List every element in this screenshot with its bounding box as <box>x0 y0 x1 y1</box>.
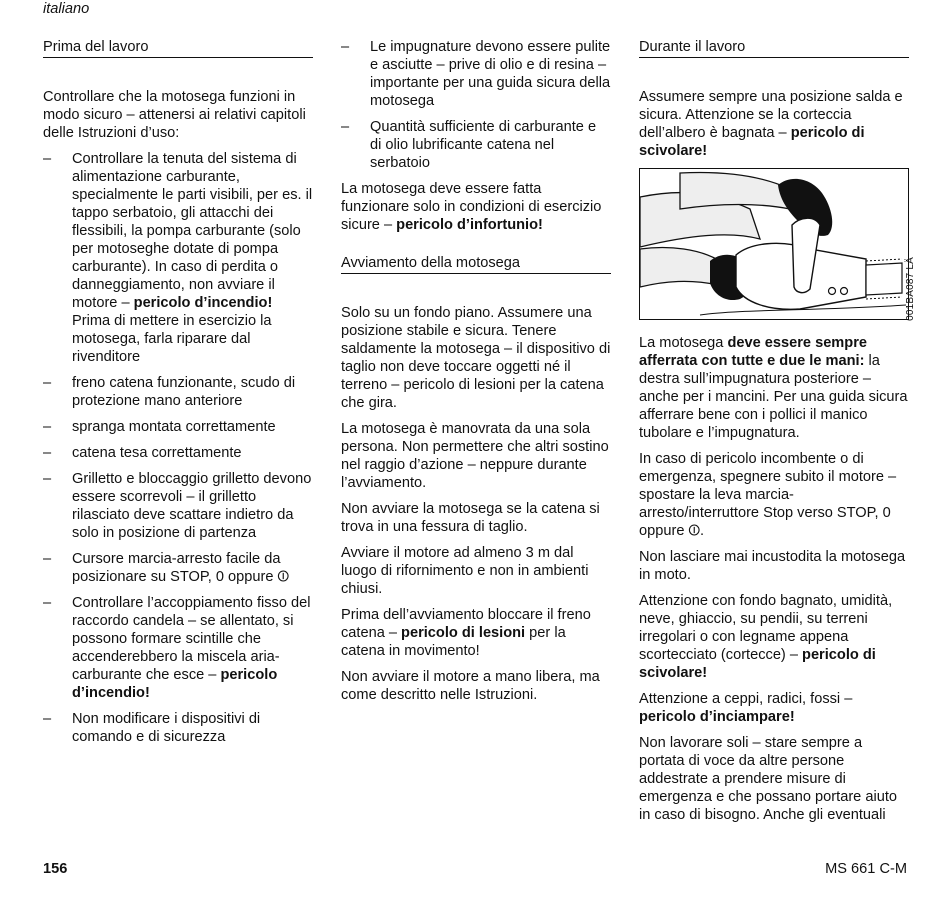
chainsaw-hands-drawing <box>640 169 908 319</box>
paragraph: Non lasciare mai incustodita la motosega in moto. <box>639 549 906 583</box>
paragraph-text: La motosega <box>639 335 728 351</box>
power-symbol-icon: ⏼ <box>688 523 701 539</box>
paragraph <box>639 450 909 540</box>
list-item <box>341 118 611 172</box>
paragraph <box>639 88 909 160</box>
list-item <box>43 710 313 746</box>
paragraph <box>639 592 909 682</box>
dash-bullet: – <box>43 711 52 727</box>
column-durante <box>639 38 916 832</box>
list-item-text: Controllare la tenuta del sistema di alimentazione carburante, specialmente le parti visibili, per es. il tappo serbatoio, gli attacchi dei flessibili, la pompa carburante (solo per motoseghe dotate di pompa carburante). In caso di perdita o danneggiamento, non avviare il motore – <box>72 151 313 311</box>
paragraph-text: la destra sull’impugnatura posteriore – anche per i mancini. Per una guida sicura afferrare bene con i pollici il manico tubolare e l’impugnatura. <box>639 353 908 441</box>
warning-text: pericolo d’incendio! <box>72 667 278 701</box>
column-prima-del-lavoro <box>43 38 313 754</box>
list-item-text: Le impugnature devono essere pulite e asciutte – prive di olio e di resina – importante per una guida sicura della motosega <box>370 39 611 109</box>
dash-bullet: – <box>43 595 52 611</box>
dash-bullet: – <box>43 151 52 167</box>
model-name: MS 661 C-M <box>825 861 907 877</box>
paragraph-text: . <box>700 523 705 539</box>
list-item <box>43 418 313 436</box>
list-item-text: Cursore marcia-arresto facile da posizionare su STOP, 0 oppure <box>72 551 281 585</box>
dash-bullet: – <box>43 445 52 461</box>
paragraph: Non avviare la motosega se la catena si trova in una fessura di taglio. <box>341 501 600 535</box>
section-heading-avviamento: Avviamento della motosega <box>341 254 611 274</box>
paragraph-text: Attenzione a ceppi, radici, fossi – <box>639 691 853 707</box>
list-item-text: freno catena funzionante, scudo di protezione mano anteriore <box>72 375 296 409</box>
list-item <box>43 550 313 586</box>
warning-text: pericolo d’inciampare! <box>639 709 795 725</box>
paragraph-text: In caso di pericolo incombente o di emergenza, spegnere subito il motore – spostare la leva marcia-arresto/interruttore Stop verso STOP, 0 oppure <box>639 451 897 539</box>
list-item-text: catena tesa correttamente <box>72 445 242 461</box>
dash-bullet: – <box>341 39 350 55</box>
paragraph: Non lavorare soli – stare sempre a portata di voce da altre persone addestrate a prendere misure di emergenza e che possano portare aiuto in caso di bisogno. Anche gli eventuali <box>639 735 897 823</box>
paragraph: Solo su un fondo piano. Assumere una posizione stabile e sicura. Tenere saldamente la motosega – il dispositivo di taglio non deve toccare oggetti né il terreno – pericolo di lesioni per la catena che gira. <box>341 305 611 411</box>
paragraph-text: Attenzione con fondo bagnato, umidità, neve, ghiaccio, su pendii, su terreni irregolari o con legname appena scortecciato (cortecce) – <box>639 593 893 663</box>
chainsaw-illustration <box>639 168 916 321</box>
warning-text: pericolo di scivolare! <box>639 647 876 681</box>
column-avviamento <box>341 38 611 712</box>
list-item <box>341 38 611 110</box>
section-heading-prima: Prima del lavoro <box>43 38 313 58</box>
paragraph-text: La motosega deve essere fatta funzionare solo in condizioni di esercizio sicure – <box>341 181 602 233</box>
power-symbol-icon: ⏼ <box>277 569 290 585</box>
list-item <box>43 444 313 462</box>
page-number: 156 <box>43 861 68 877</box>
paragraph: La motosega è manovrata da una sola persona. Non permettere che altri sostino nel raggio d’azione – neppure durante l’avviamento. <box>341 421 609 491</box>
paragraph <box>341 606 611 660</box>
section-heading-durante: Durante il lavoro <box>639 38 909 58</box>
warning-text: pericolo di lesioni <box>401 625 526 641</box>
list-item-text: Non modificare i dispositivi di comando e di sicurezza <box>72 711 261 745</box>
list-item <box>43 150 313 366</box>
dash-bullet: – <box>43 471 52 487</box>
warning-text: pericolo di scivolare! <box>639 125 865 159</box>
dash-bullet: – <box>43 551 52 567</box>
paragraph <box>639 334 909 442</box>
warning-text: pericolo d’incendio! <box>133 295 273 311</box>
list-item-text: Prima di mettere in esercizio la motosega, farla riparare dal rivenditore <box>72 313 272 365</box>
figure-code-label: 001BA087 LÄ <box>905 257 916 321</box>
list-item <box>43 374 313 410</box>
checklist-continued <box>341 38 611 172</box>
warning-text: deve essere sempre afferrata con tutte e due le mani: <box>639 335 867 369</box>
paragraph-text: per la catena in movimento! <box>341 625 566 659</box>
paragraph-text: Prima dell’avviamento bloccare il freno catena – <box>341 607 591 641</box>
list-item-text: Quantità sufficiente di carburante e di olio lubrificante catena nel serbatoio <box>370 119 597 171</box>
warning-text: pericolo d’infortunio! <box>396 217 543 233</box>
paragraph: Non avviare il motore a mano libera, ma come descritto nelle Istruzioni. <box>341 669 600 703</box>
list-item <box>43 470 313 542</box>
paragraph <box>341 180 611 234</box>
checklist <box>43 150 313 746</box>
list-item-text: Controllare l’accoppiamento fisso del raccordo candela – se allentato, si possono formare scintille che accenderebbero la miscela aria-carburante che esce – <box>72 595 311 683</box>
dash-bullet: – <box>43 375 52 391</box>
paragraph-text: Assumere sempre una posizione salda e sicura. Attenzione se la corteccia dell’albero è bagnata – <box>639 89 903 141</box>
list-item <box>43 594 313 702</box>
dash-bullet: – <box>341 119 350 135</box>
paragraph: Avviare il motore ad almeno 3 m dal luogo di rifornimento e non in ambienti chiusi. <box>341 545 589 597</box>
language-label: italiano <box>43 1 90 17</box>
list-item-text: Grilletto e bloccaggio grilletto devono essere scorrevoli – il grilletto rilasciato deve scattare indietro da solo in posizione di partenza <box>72 471 312 541</box>
paragraph <box>639 690 909 726</box>
dash-bullet: – <box>43 419 52 435</box>
list-item-text: spranga montata correttamente <box>72 419 276 435</box>
intro-paragraph: Controllare che la motosega funzioni in modo sicuro – attenersi ai relativi capitoli delle Istruzioni d’uso: <box>43 89 306 141</box>
